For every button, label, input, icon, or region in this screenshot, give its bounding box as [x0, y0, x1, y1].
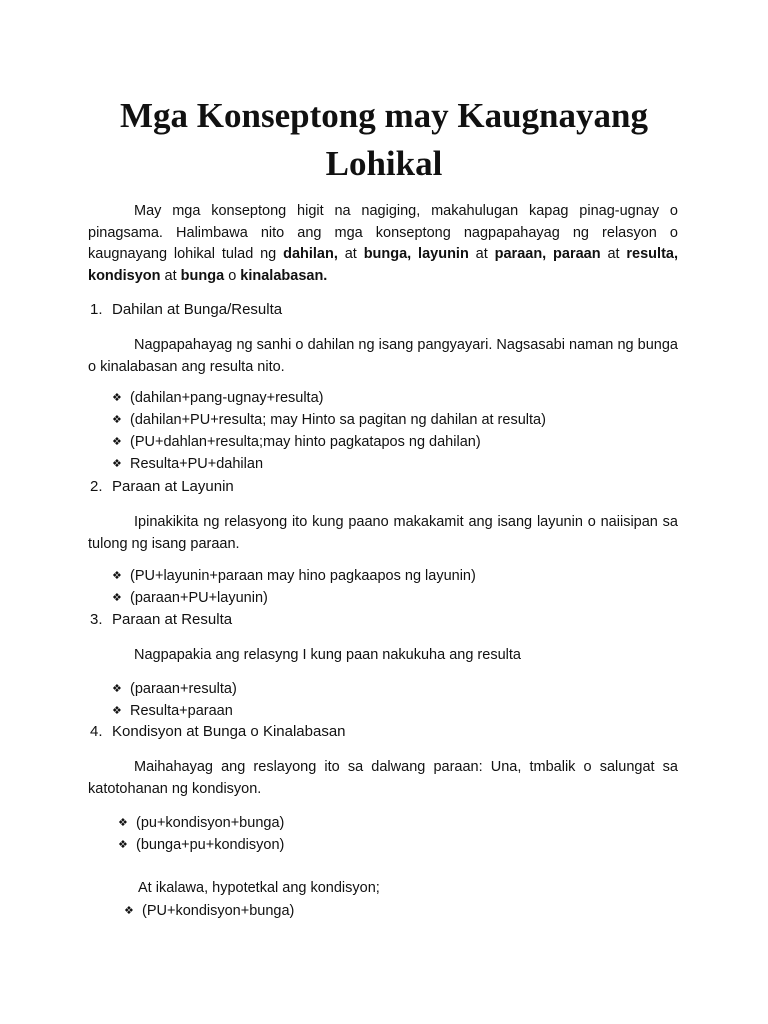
intro-text: at — [468, 246, 495, 262]
section-number: 4. — [90, 723, 103, 740]
section-1-bullets — [112, 387, 546, 475]
intro-bold-term: bunga, layunin — [363, 246, 469, 262]
bullet-text: (dahilan+pang-ugnay+resulta) — [130, 390, 324, 406]
diamond-bullet-icon: ❖ — [112, 682, 122, 695]
section-heading-2 — [90, 477, 234, 497]
section-4-bullets — [118, 812, 284, 856]
section-2-description: Ipinakikita ng relasyong ito kung paano makakamit ang isang layunin o naiisipan sa tulong ng isang paraan. — [88, 514, 678, 552]
intro-bold-term: bunga — [180, 267, 225, 284]
intro-bold-term: kinalabasan. — [240, 267, 328, 284]
title-line-1: Mga Konseptong may Kaugnayang — [120, 96, 648, 135]
intro-text: May mga konseptong higit na nagiging, makahulugan kapag pinag-ugnay o pinagsama. Halimbawa nito ang mga konseptong nagpapahayag ng relasyon o kaugnayang lohikal tulad ng — [88, 203, 678, 262]
diamond-bullet-icon: ❖ — [112, 591, 122, 604]
list-item — [112, 387, 546, 409]
section-title: Paraan at Layunin — [112, 478, 234, 495]
list-item — [118, 834, 284, 856]
section-1-description: Nagpapahayag ng sanhi o dahilan ng isang pangyayari. Nagsasabi naman ng bunga o kinalabasan ang resulta nito. — [88, 337, 678, 375]
list-item — [112, 453, 546, 475]
section-number: 3. — [90, 611, 103, 628]
intro-text: at — [600, 246, 627, 262]
list-item — [124, 900, 294, 922]
diamond-bullet-icon: ❖ — [112, 413, 122, 426]
bullet-text: (PU+dahlan+resulta;may hinto pagkatapos ng dahilan) — [130, 434, 481, 450]
intro-text: at — [160, 267, 181, 284]
bullet-text: (paraan+PU+layunin) — [130, 590, 268, 606]
intro-bold-term: paraan, paraan — [494, 246, 601, 262]
diamond-bullet-icon: ❖ — [112, 435, 122, 448]
intro-bold-term: dahilan, — [283, 246, 338, 262]
section-3-description: Nagpapakia ang relasyng I kung paan nakukuha ang resulta — [134, 647, 521, 663]
diamond-bullet-icon: ❖ — [118, 838, 128, 851]
list-item — [112, 678, 237, 700]
intro-text: at — [337, 246, 364, 262]
list-item — [112, 700, 237, 722]
section-title: Paraan at Resulta — [112, 611, 233, 628]
section-4-second-method: At ikalawa, hypotetkal ang kondisyon; — [138, 880, 380, 896]
section-title: Dahilan at Bunga/Resulta — [112, 301, 283, 318]
list-item — [112, 565, 476, 587]
section-title: Kondisyon at Bunga o Kinalabasan — [112, 723, 346, 740]
bullet-text: (bunga+pu+kondisyon) — [136, 837, 285, 853]
bullet-text: (paraan+resulta) — [130, 681, 237, 697]
intro-bold-term: resulta, kondisyon — [88, 246, 678, 284]
bullet-text: (pu+kondisyon+bunga) — [136, 815, 285, 831]
section-heading-4 — [90, 722, 346, 742]
section-heading-1 — [90, 300, 282, 320]
diamond-bullet-icon: ❖ — [112, 569, 122, 582]
section-number: 2. — [90, 478, 103, 495]
bullet-text: (dahilan+PU+resulta; may Hinto sa pagitan ng dahilan at resulta) — [130, 412, 546, 428]
section-4-description: Maihahayag ang reslayong ito sa dalwang paraan: Una, tmbalik o salungat sa katotohanan ng kondisyon. — [88, 759, 678, 797]
bullet-text: Resulta+paraan — [130, 703, 233, 719]
section-heading-3 — [90, 610, 232, 630]
diamond-bullet-icon: ❖ — [112, 704, 122, 717]
diamond-bullet-icon: ❖ — [112, 457, 122, 470]
list-item — [112, 409, 546, 431]
list-item — [112, 431, 546, 453]
diamond-bullet-icon: ❖ — [124, 904, 134, 917]
document-title — [0, 92, 768, 188]
bullet-text: (PU+kondisyon+bunga) — [142, 903, 295, 919]
bullet-text: (PU+layunin+paraan may hino pagkaapos ng layunin) — [130, 568, 476, 584]
intro-paragraph — [88, 201, 678, 287]
section-4-second-bullets — [124, 900, 294, 922]
section-number: 1. — [90, 301, 103, 318]
section-3-bullets — [112, 678, 237, 722]
title-line-2: Lohikal — [325, 144, 443, 183]
list-item — [118, 812, 284, 834]
list-item — [112, 587, 476, 609]
bullet-text: Resulta+PU+dahilan — [130, 456, 264, 472]
diamond-bullet-icon: ❖ — [118, 816, 128, 829]
intro-text: o — [224, 267, 241, 284]
section-2-bullets — [112, 565, 476, 609]
diamond-bullet-icon: ❖ — [112, 391, 122, 404]
